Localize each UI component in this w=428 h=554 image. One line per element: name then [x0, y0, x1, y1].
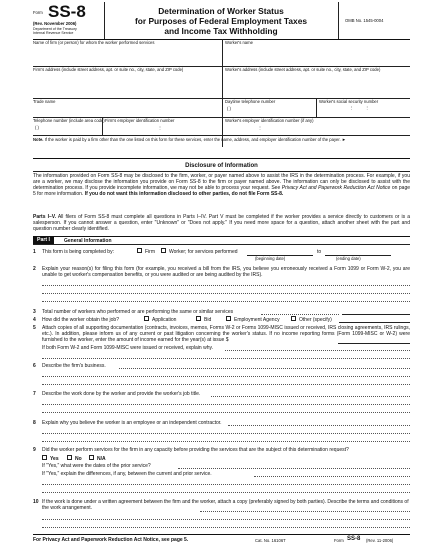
q7-answer-line[interactable]	[42, 404, 410, 405]
worker-ein-input[interactable]: ⋮	[258, 125, 263, 130]
department: Department of the Treasury	[33, 27, 77, 31]
firm-address-label: Firm's address (include street address, apt. or suite no., city, state, and ZIP code)	[33, 67, 184, 72]
q9-na-checkbox[interactable]	[89, 455, 94, 460]
q1-to: to	[317, 249, 322, 255]
phone-label: Telephone number (include area code)	[33, 118, 105, 123]
q4-bid-label: Bid	[204, 317, 212, 323]
q9-b-answer-line[interactable]	[254, 476, 410, 477]
phone-input[interactable]: ( )	[35, 125, 39, 130]
q4-bid-checkbox[interactable]	[196, 316, 201, 321]
worker-name-input[interactable]	[225, 46, 410, 65]
q9-b-answer-line[interactable]	[42, 492, 410, 493]
q10-answer-line[interactable]	[42, 527, 410, 528]
parts-label: Parts I–V.	[33, 214, 57, 220]
footer-form-label: Form	[334, 538, 344, 543]
q9-a-answer-line[interactable]	[178, 468, 410, 469]
worker-name-label: Worker's name	[225, 40, 253, 45]
form-number: SS-8	[48, 2, 86, 21]
firm-ein-label: Firm's employer identification number	[105, 118, 175, 123]
q5b-answer-line[interactable]	[42, 358, 410, 359]
privacy-notice-ref: Privacy Act and Paperwork Reduction Act Notice	[281, 185, 391, 191]
parts-paragraph	[33, 214, 410, 232]
q8-answer-line[interactable]	[228, 425, 410, 426]
q1-worker-checkbox[interactable]	[161, 248, 166, 253]
disclosure-heading: Disclosure of Information	[185, 163, 258, 169]
q10-answer-line[interactable]	[42, 519, 410, 520]
omb-number: OMB No. 1545-0004	[345, 18, 384, 23]
q5-text: Attach copies of all supporting documentation (contracts, invoices, memos, Forms W-2 or Forms 1099-MISC issued or received, IRS closing agreements, IRS rulings, etc.). In addition, please inform us of any current or past litigation concerning the worker's status. If no income reporting forms (Form 1099-MISC or W-2) were furnished to the worker, enter the amount of income earned for the year(s) at issue $	[42, 325, 410, 343]
q7-answer-line[interactable]	[211, 396, 410, 397]
q10-text: If the work is done under a written agreement between the firm and the worker, attach a copy (preferably signed by both parties). Describe the terms and conditions of the work arrangement.	[42, 499, 409, 511]
footer-form-number: SS-8	[347, 536, 361, 542]
q4-other-label: Other (specify)	[299, 317, 332, 323]
q1-begin-caption: (beginning date)	[255, 256, 286, 261]
worker-address-input[interactable]	[225, 78, 410, 97]
disclosure-text: The information provided on Form SS-8 may be disclosed to the firm, worker, or payer named above to assist the IRS in the determination process. For example, if you are a worker, we may disclose the information you provide on Form SS-8 to the firm or payer named above. The information can only be disclosed to assist with the determination process. If you provide incomplete information, we may not be able to process your request. See	[33, 173, 410, 191]
form-title-line2: for Purposes of Federal Employment Taxes	[134, 16, 308, 26]
q10-answer-line[interactable]	[200, 511, 410, 512]
q4-other-input[interactable]	[339, 322, 410, 323]
q3-answer-input[interactable]	[342, 314, 410, 315]
q2-answer-line[interactable]	[42, 301, 410, 302]
q3-text: Total number of workers who performed or are performing the same or similar services	[42, 309, 234, 315]
footer-cat-number: Cat. No. 16106T	[255, 538, 286, 543]
q5b-text: If both Form W-2 and Form 1099-MISC were issued or received, explain why.	[42, 345, 213, 351]
footer-revision: (Rev. 11-2006)	[366, 538, 394, 543]
q8-answer-line[interactable]	[42, 433, 410, 434]
parts-text: All filers of Form SS-8 must complete all questions in Parts I–IV. Part V must be completed if the worker provides a service directly to customers or is a salesperson. If you cannot answer a question, enter "Unknown" or "Does not apply." If you need more space for a question, attach another sheet with the part and question number clearly identified.	[33, 214, 410, 232]
q5b-answer-line[interactable]	[225, 350, 410, 351]
trade-name-input[interactable]	[33, 105, 221, 116]
payer-note	[33, 137, 410, 142]
q1-worker-label: Worker; for services performed	[169, 249, 238, 255]
q2-answer-line[interactable]	[42, 293, 410, 294]
q1-firm-label: Firm	[145, 249, 155, 255]
q9-a-text: If "Yes," what were the dates of the prior service?	[42, 463, 151, 469]
q6-answer-line[interactable]	[42, 384, 410, 385]
q9-na-label: N/A	[97, 456, 106, 462]
disclosure-text-rest: on page 5 for more information.	[33, 185, 411, 197]
q1-text: This form is being completed by:	[42, 249, 114, 255]
form-page: Form SS-8 (Rev. November 2006) Department of the Treasury Internal Revenue Service Determination of Worker Status for Purposes of Federal Employment Taxes and Income Tax Withholding OMB No. 1545-0004 Name of firm (or person) for whom the worker performed services Worker's name Firm's address (include street address, apt. or suite no., city, state, and ZIP code) Worker's address (include street address, apt. or suite no., city, state, and ZIP code) Trade name Daytime telephone number ( ) Worker's social security number ⋮ ⋮ Telephone number (include area code) ( ) Firm's employer identification number ⋮ Worker's employer identification number (if any) ⋮ Note. If the worker is paid by a firm other than the one listed on this form for these services, enter the name, address, and employer identification number of the payer. ► Disclosure of Information The information provided on Form SS-8 may be disclosed to the firm, worker, or payer named above to assist the IRS in the determination process. For example, if you are a worker, we may disclose the information you provide on Form SS-8 to the firm or payer named above. The information can only be disclosed to assist with the determination process. If you provide incomplete information, we may not be able to process your request. See Privacy Act and Paperwork Reduction Act Notice on page 5 for more information. If you do not want this information disclosed to other parties, do not file Form SS-8. Parts I–V. All filers of Form SS-8 must complete all questions in Parts I–IV. Part V must be completed if the worker provides a service directly to customers or is a salesperson. If you cannot answer a question, enter "Unknown" or "Does not apply." If you need more space for a question, attach another sheet with the part and question number clearly identified. Part I General Information 1 This form is being completed by: Firm Worker; for services performed to (beginning date) (ending date) 2 Explain your reason(s) for filing this form (for example, you received a bill from the IRS, you believe you erroneously received a Form 1099 or Form W-2, you are unable to get worker's compensation benefits, or you were audited or are being audited by the IRS). 3 Total number of workers who performed or are performing the same or similar services 4 How did the worker obtain the job? Application Bid Employment Agency Other (specify) 5 Attach copies of all supporting documentation (contracts, invoices, memos, Forms W-2 or Forms 1099-MISC issued or received, IRS closing agreements, IRS rulings, etc.). In addition, please inform us of any current or past litigation concerning the worker's status. If no income reporting forms (Form 1099-MISC or W-2) were furnished to the worker, enter the amount of income earned for the year(s) at issue $ If both Form W-2 and Form 1099-MISC were issued or received, explain why. 6 Describe the firm's business. 7 Describe the work done by the worker and provide the worker's job title. 8 Explain why you believe the worker is an employee or an independent contractor. 9 Did the worker perform services for the firm in any capacity before providing the services that are the subject of this determination request? Yes No N/A If "Yes," what were the dates of the prior service? If "Yes," explain the differences, if any, between the current and prior service. 10 If the work is done under a written agreement between the firm and the worker, attach a copy (preferably signed by both parties). Describe the terms and conditions of the work arrangement. For Privacy Act and Paperwork Reduction Act Notice, see page 5. Cat. No. 16106T Form SS-8 (Rev. 11-2006)	[33, 2, 411, 543]
agency: Internal Revenue Service	[33, 31, 74, 35]
worker-ssn-input[interactable]: ⋮ ⋮	[340, 105, 370, 110]
firm-name-label: Name of firm (or person) for whom the worker performed services	[33, 40, 155, 45]
worker-ssn-label: Worker's social security number	[319, 99, 379, 104]
form-title-line1: Determination of Worker Status	[158, 6, 284, 16]
q4-application-label: Application	[152, 317, 177, 323]
q4-agency-label: Employment Agency	[234, 317, 280, 323]
q6-text: Describe the firm's business.	[42, 363, 106, 369]
q4-text: How did the worker obtain the job?	[42, 317, 119, 323]
q6-answer-line[interactable]	[42, 376, 410, 377]
firm-name-input[interactable]	[33, 46, 221, 65]
daytime-phone-label: Daytime telephone number	[225, 99, 276, 104]
q9-yes-checkbox[interactable]	[42, 455, 47, 460]
q1-end-caption: (ending date)	[336, 256, 361, 261]
q6-answer-line[interactable]	[119, 368, 410, 369]
q8-answer-line[interactable]	[42, 441, 410, 442]
q2-answer-line[interactable]	[42, 285, 410, 286]
q2-text: Explain your reason(s) for filing this form (for example, you received a bill from the IRS, you believe you erroneously received a Form 1099 or Form W-2, you are unable to get worker's compensation benefits, or you were audited or are being audited by the IRS).	[42, 266, 410, 278]
q9-no-label: No	[75, 456, 82, 462]
q4-other-checkbox[interactable]	[291, 316, 296, 321]
disclosure-warning: If you do not want this information disclosed to other parties, do not file Form SS-8.	[84, 191, 284, 197]
worker-ein-label: Worker's employer identification number (if any)	[225, 118, 314, 123]
q9-b-answer-line[interactable]	[42, 484, 410, 485]
form-label: Form	[33, 10, 43, 15]
form-revision: (Rev. November 2006)	[33, 21, 77, 26]
q5-income-input[interactable]	[338, 343, 410, 344]
note-text: If the worker is paid by a firm other than the one listed on this form for these services, enter the name, address, and employer identification number of the payer. ►	[44, 137, 347, 142]
q1-firm-checkbox[interactable]	[137, 248, 142, 253]
q4-agency-checkbox[interactable]	[226, 316, 231, 321]
trade-name-label: Trade name	[33, 99, 56, 104]
q9-b-text: If "Yes," explain the differences, if any, between the current and prior service.	[42, 471, 212, 477]
part-1-title: General Information	[64, 238, 112, 244]
q7-text: Describe the work done by the worker and provide the worker's job title.	[42, 391, 201, 397]
form-title-line3: and Income Tax Withholding	[164, 26, 278, 36]
part-1-label: Part I	[33, 237, 54, 244]
q7-answer-line[interactable]	[42, 412, 410, 413]
q8-text: Explain why you believe the worker is an employee or an independent contractor.	[42, 420, 222, 426]
firm-address-input[interactable]	[33, 73, 221, 97]
disclosure-paragraph	[33, 173, 410, 197]
daytime-phone-input[interactable]: ( )	[227, 106, 231, 111]
q9-yes-label: Yes	[50, 456, 59, 462]
q9-no-checkbox[interactable]	[67, 455, 72, 460]
footer-privacy-notice: For Privacy Act and Paperwork Reduction Act Notice, see page 5.	[33, 537, 189, 543]
q4-application-checkbox[interactable]	[144, 316, 149, 321]
note-label: Note.	[33, 137, 44, 142]
worker-address-label: Worker's address (include street address, apt. or suite no., city, state, and ZIP code)	[225, 67, 381, 72]
q9-text: Did the worker perform services for the firm in any capacity before providing the services that are the subject of this determination request?	[42, 447, 349, 453]
firm-ein-input[interactable]: ⋮	[158, 125, 163, 130]
